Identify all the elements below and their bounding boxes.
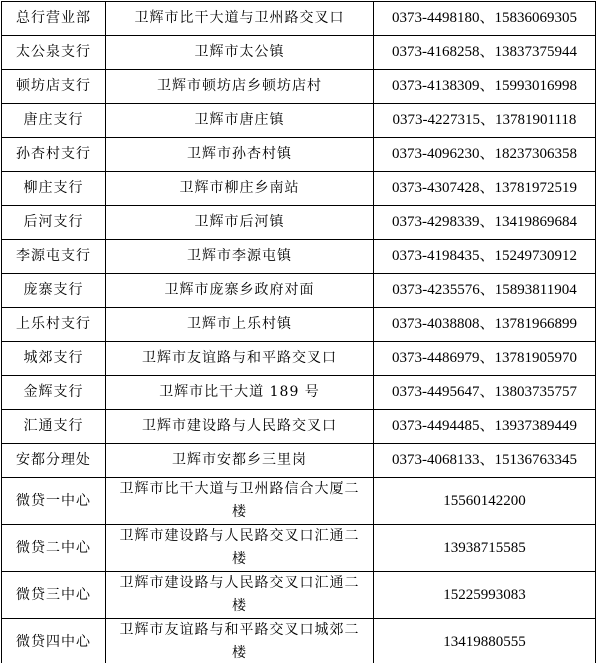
branch-name: 后河支行 [2, 206, 106, 240]
table-row [2, 36, 596, 70]
micro-center-name: 微贷三中心 [2, 572, 106, 619]
branch-phone: 0373-4227315、13781901118 [374, 104, 596, 138]
table-row [2, 206, 596, 240]
branch-address: 卫辉市顿坊店乡顿坊店村 [106, 70, 374, 104]
micro-center-phone: 15225993083 [374, 572, 596, 619]
branch-name: 金辉支行 [2, 376, 106, 410]
branch-address: 卫辉市建设路与人民路交叉口 [106, 410, 374, 444]
micro-center-address: 卫辉市建设路与人民路交叉口汇通二楼 [106, 572, 374, 619]
branch-name: 庞寨支行 [2, 274, 106, 308]
branch-address: 卫辉市后河镇 [106, 206, 374, 240]
micro-center-name: 微贷一中心 [2, 478, 106, 525]
branch-name: 汇通支行 [2, 410, 106, 444]
branch-address: 卫辉市柳庄乡南站 [106, 172, 374, 206]
table-row [2, 172, 596, 206]
branch-directory [1, 1, 595, 666]
micro-center-address: 卫辉市建设路与人民路交叉口汇通二楼 [106, 525, 374, 572]
table-row [2, 525, 596, 572]
table-row [2, 478, 596, 525]
branch-address: 卫辉市安都乡三里岗 [106, 444, 374, 478]
branch-address: 卫辉市唐庄镇 [106, 104, 374, 138]
table-row [2, 572, 596, 619]
branch-phone: 0373-4068133、15136763345 [374, 444, 596, 478]
branch-phone: 0373-4495647、13803735757 [374, 376, 596, 410]
branch-phone: 0373-4494485、13937389449 [374, 410, 596, 444]
table-row [2, 274, 596, 308]
branch-name: 孙杏村支行 [2, 138, 106, 172]
table-row [2, 104, 596, 138]
micro-center-address: 卫辉市比干大道与卫州路信合大厦二楼 [106, 478, 374, 525]
branch-phone: 0373-4498180、15836069305 [374, 2, 596, 36]
branch-name: 柳庄支行 [2, 172, 106, 206]
branch-phone: 0373-4138309、15993016998 [374, 70, 596, 104]
branch-table-body [2, 2, 596, 666]
branch-name: 李源屯支行 [2, 240, 106, 274]
branch-address: 卫辉市比干大道 189 号 [106, 376, 374, 410]
branch-phone: 0373-4168258、13837375944 [374, 36, 596, 70]
branch-name: 安都分理处 [2, 444, 106, 478]
micro-center-phone: 13938715585 [374, 525, 596, 572]
branch-address: 卫辉市太公镇 [106, 36, 374, 70]
branch-phone: 0373-4096230、18237306358 [374, 138, 596, 172]
branch-table [1, 1, 596, 666]
table-row [2, 410, 596, 444]
branch-address: 卫辉市李源屯镇 [106, 240, 374, 274]
table-row [2, 444, 596, 478]
table-row [2, 240, 596, 274]
micro-center-name: 微贷二中心 [2, 525, 106, 572]
branch-name: 顿坊店支行 [2, 70, 106, 104]
branch-phone: 0373-4307428、13781972519 [374, 172, 596, 206]
branch-name: 城郊支行 [2, 342, 106, 376]
table-row [2, 308, 596, 342]
table-row [2, 342, 596, 376]
micro-center-name: 微贷四中心 [2, 619, 106, 666]
branch-phone: 0373-4298339、13419869684 [374, 206, 596, 240]
branch-phone: 0373-4486979、13781905970 [374, 342, 596, 376]
micro-center-phone: 15560142200 [374, 478, 596, 525]
branch-address: 卫辉市孙杏村镇 [106, 138, 374, 172]
branch-phone: 0373-4198435、15249730912 [374, 240, 596, 274]
table-row [2, 70, 596, 104]
table-row [2, 2, 596, 36]
branch-name: 总行营业部 [2, 2, 106, 36]
branch-name: 上乐村支行 [2, 308, 106, 342]
branch-phone: 0373-4235576、15893811904 [374, 274, 596, 308]
micro-center-address: 卫辉市友谊路与和平路交叉口城郊二楼 [106, 619, 374, 666]
branch-name: 唐庄支行 [2, 104, 106, 138]
micro-center-phone: 13419880555 [374, 619, 596, 666]
branch-address: 卫辉市庞寨乡政府对面 [106, 274, 374, 308]
branch-address: 卫辉市友谊路与和平路交叉口 [106, 342, 374, 376]
branch-address: 卫辉市上乐村镇 [106, 308, 374, 342]
branch-phone: 0373-4038808、13781966899 [374, 308, 596, 342]
table-row [2, 376, 596, 410]
table-row [2, 138, 596, 172]
branch-address: 卫辉市比干大道与卫州路交叉口 [106, 2, 374, 36]
table-row [2, 619, 596, 666]
page-crop-edge [0, 663, 597, 669]
branch-name: 太公泉支行 [2, 36, 106, 70]
